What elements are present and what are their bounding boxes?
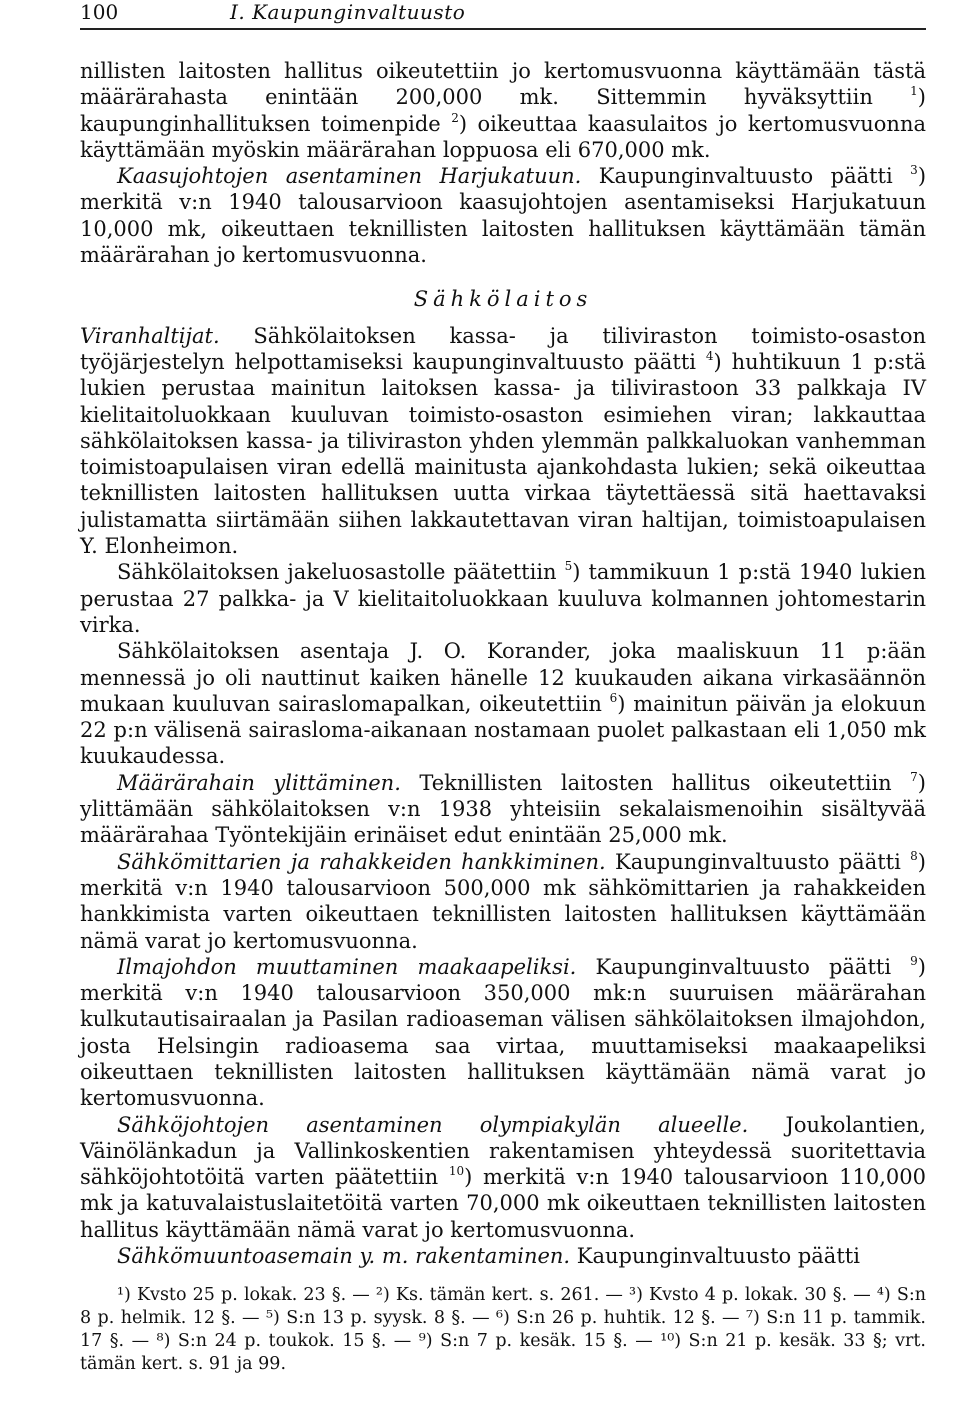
- paragraph-title: Määrärahain ylittäminen.: [117, 770, 401, 795]
- footnote-ref: 5: [564, 559, 573, 574]
- paragraph: Määrärahain ylittäminen. Teknillisten laitosten hallitus oikeutettiin $^7$) ylittämään sähkölaitoksen v:n 1938 yhteisiin sekalaismenoihin sisältyvää määrärahaa Työntekijäin erinäiset edut enintään 25,000 mk.: [80, 769, 926, 848]
- paragraph-title: Sähkömittarien ja rahakkeiden hankkiminen.: [117, 849, 606, 874]
- footnote-ref: 7: [910, 769, 918, 784]
- footnote-ref: 10: [448, 1164, 465, 1179]
- footnote-ref: 4: [705, 348, 714, 363]
- section-heading: Sähkölaitos: [413, 287, 593, 312]
- body-text: [80, 58, 926, 1269]
- footnotes-text: ¹) Kvsto 25 p. lokak. 23 §. — ²) Ks. tämän kert. s. 261. — ³) Kvsto 4 p. lokak. 30 §. — ⁴) S:n 8 p. helmik. 12 §. — ⁵) S:n 13 p. syysk. 8 §. — ⁶) S:n 26 p. huhtik. 12 §. — ⁷) S:n 11 p. tammik. 17 §. — ⁸) S:n 24 p. toukok. 15 §. — ⁹) S:n 7 p. kesäk. 15 §. — ¹⁰) S:n 21 p. kesäk. 33 §; vrt. tämän kert. s. 91 ja 99.: [80, 1285, 926, 1374]
- footnote-ref: 3: [910, 163, 918, 178]
- header-rule: [80, 28, 926, 30]
- paragraph-title: Ilmajohdon muuttaminen maakaapeliksi.: [117, 954, 577, 979]
- footnote-ref: 1: [910, 84, 918, 99]
- footnote-ref: 6: [609, 690, 618, 705]
- paragraph-title: Sähköjohtojen asentaminen olympiakylän alueelle.: [117, 1112, 749, 1137]
- paragraph-title: Viranhaltijat.: [80, 323, 220, 348]
- paragraph: Sähkömittarien ja rahakkeiden hankkiminen. Kaupunginvaltuusto päätti $^8$) merkitä v:n 1940 talousarvioon 500,000 mk sähkömittarien ja rahakkeiden hankkimista varten oikeuttaen teknillisten laitosten hallituksen käyttämään nämä varat jo kertomusvuonna.: [80, 848, 926, 953]
- paragraph: nillisten laitosten hallitus oikeutettiin jo kertomusvuonna käyttämään tästä määrärahasta enintään 200,000 mk. Sittemmin hyväksyttiin $^1$) kaupunginhallituksen toimenpide $^2$) oikeuttaa kaasulaitos jo kertomusvuonna käyttämään myöskin määrärahan loppuosa eli 670,000 mk.: [80, 59, 926, 162]
- footnote-ref: 8: [910, 848, 918, 863]
- footnote-ref: 2: [451, 110, 459, 125]
- footnote-ref: 9: [910, 953, 918, 968]
- paragraph: Sähköjohtojen asentaminen olympiakylän alueelle. Joukolantien, Väinölänkadun ja Vallinkoskentien rakentamisen yhteydessä suoritettavia sähköjohtotöitä varten päätettiin $^{10}$) merkitä v:n 1940 talousarvioon 110,000 mk ja katuvalaistuslaitetöitä varten 70,000 mk oikeuttaen teknillisten laitosten hallitus käyttämään nämä varat jo kertomusvuonna.: [80, 1112, 927, 1242]
- paragraph: Kaasujohtojen asentaminen Harjukatuun. Kaupunginvaltuusto päätti $^3$) merkitä v:n 1940 talousarvioon kaasujohtojen asentamiseksi Harjukatuun 10,000 mk, oikeuttaen teknillisten laitosten hallituksen käyttämään tämän määrärahan jo kertomusvuonna.: [80, 163, 927, 268]
- paragraph: Sähkömuuntoasemain y. m. rakentaminen. Kaupunginvaltuusto päätti: [117, 1244, 860, 1269]
- running-title: I. Kaupunginvaltuusto: [230, 0, 466, 24]
- paragraph: Sähkölaitoksen jakeluosastolle päätettiin $^5$) tammikuun 1 p:stä 1940 lukien perustaa 27 palkka- ja V kielitaitoluokkaan kuuluva kolmannen johtomestarin virka.: [80, 559, 926, 637]
- paragraph: Sähkölaitoksen asentaja J. O. Korander, joka maaliskuun 11 p:ään mennessä jo oli nauttinut kaiken hänelle 12 kuukauden aikana virkasäännön mukaan kuuluvan sairaslomapalkan, oikeutettiin $^6$) mainitun päivän ja elokuun 22 p:n välisenä sairasloma-aikanaan nostamaan puolet palkastaan eli 1,050 mk kuukaudessa.: [80, 639, 927, 769]
- paragraph-title: Kaasujohtojen asentaminen Harjukatuun.: [117, 164, 582, 189]
- paragraph-title: Sähkömuuntoasemain y. m. rakentaminen.: [117, 1244, 571, 1269]
- footnotes: [80, 1284, 926, 1376]
- page-header: [80, 0, 926, 28]
- page-number: 100: [80, 0, 119, 24]
- paragraph: Viranhaltijat. Sähkölaitoksen kassa- ja tiliviraston toimisto-osaston työjärjestelyn helpottamiseksi kaupunginvaltuusto päätti $^4$) huhtikuun 1 p:stä lukien perustaa mainitun laitoksen kassa- ja tilivirastoon 33 palkkaja IV kielitaitoluokkaan kuuluvan toimisto-osaston esimiehen viran; lakkauttaa sähkölaitoksen kassa- ja tiliviraston yhden ylemmän palkkaluokan vanhemman toimistoapulaisen viran edellä mainitusta ajankohdasta lukien; sekä oikeuttaa teknillisten laitosten hallituksen uutta virkaa täytettäessä sitä haettavaksi julistamatta siirtämään siihen lakkautettavan viran haltijan, toimistoapulaisen Y. Elonheimon.: [80, 323, 926, 559]
- paragraph: Ilmajohdon muuttaminen maakaapeliksi. Kaupunginvaltuusto päätti $^9$) merkitä v:n 1940 talousarvioon 350,000 mk:n suuruisen määrärahan kulkutautisairaalan ja Pasilan radioaseman välisen sähkölaitoksen ilmajohdon, josta Helsingin radioasema saa virtaa, muuttamiseksi maakaapeliksi oikeuttaen teknillisten laitosten hallituksen käyttämään nämä varat jo kertomusvuonna.: [80, 953, 926, 1111]
